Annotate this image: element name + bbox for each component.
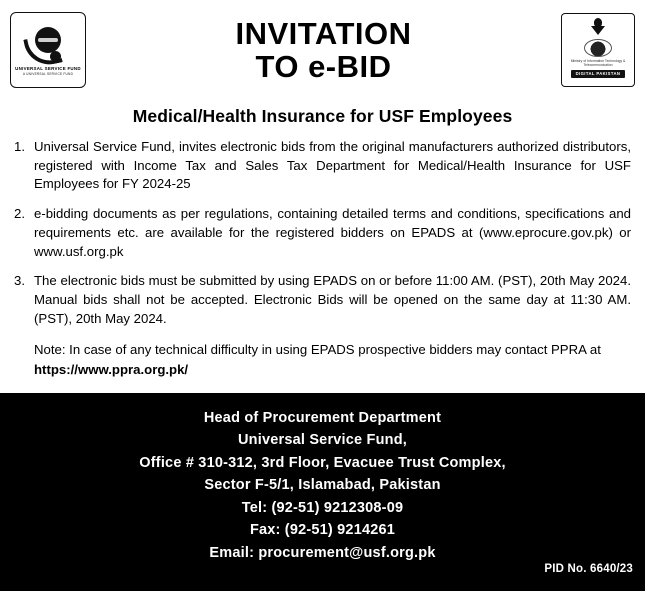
list-item-text: Universal Service Fund, invites electronic bids from the original manufacturers authorized distributors, registered with Income Tax and Sales Tax Department for Medical/Health Insurance for USF Employees for FY 2024-25 — [34, 139, 631, 192]
ministry-emblem-icon — [581, 37, 615, 57]
footer-phone: Tel: (92-51) 9212308-09 — [241, 499, 404, 516]
digital-pakistan-badge: DIGITAL PAKISTAN — [571, 70, 626, 78]
page-title-line1: INVITATION — [235, 15, 412, 51]
footer-email[interactable]: Email: procurement@usf.org.pk — [209, 544, 436, 561]
footer-line: Office # 310-312, 3rd Floor, Evacuee Trust Complex, — [139, 454, 506, 471]
list-item-number: 2. — [14, 206, 25, 222]
usf-logo-sublabel: A UNIVERSAL SERVICE FUND — [22, 71, 74, 76]
pid-number: PID No. 6640/23 — [544, 562, 633, 575]
document-header — [0, 0, 645, 96]
list-item — [14, 272, 631, 328]
footer-line: Universal Service Fund, — [238, 432, 407, 449]
technical-note — [34, 340, 631, 379]
government-logo — [561, 13, 635, 87]
ministry-label: Ministry of Information Technology & Telecommunication — [570, 59, 626, 68]
pakistan-government-crest-icon — [590, 18, 606, 36]
subject-heading: Medical/Health Insurance for USF Employees — [132, 106, 513, 126]
page-title — [86, 17, 561, 84]
usf-globe-logo-icon — [26, 24, 70, 66]
list-item-text: The electronic bids must be submitted by using EPADS on or before 11:00 AM. (PST), 20th May 2024. Manual bids shall not be accepted. Electronic Bids will be opened on the same day at 11:30 AM. (PST), 20th May 2024. — [34, 273, 631, 326]
list-item-number: 3. — [14, 273, 25, 289]
list-item-number: 1. — [14, 139, 25, 154]
list-item-text: e-bidding documents as per regulations, containing detailed terms and conditions, specifications and requirements etc. are available for the registered bidders on EPADS at (www.eprocure.gov.pk) or www.usf.org.pk — [34, 206, 631, 259]
document-footer — [0, 393, 645, 583]
technical-note-text: Note: In case of any technical difficulty in using EPADS prospective bidders may contact PPRA at — [34, 341, 601, 357]
page-title-line2: TO e-BID — [255, 49, 392, 84]
notice-list — [14, 138, 631, 329]
footer-line: Head of Procurement Department — [203, 409, 442, 426]
footer-fax: Fax: (92-51) 9214261 — [249, 522, 396, 539]
usf-logo — [10, 12, 86, 88]
document-body — [0, 96, 645, 393]
list-item — [14, 138, 631, 194]
footer-line: Sector F-5/1, Islamabad, Pakistan — [204, 477, 441, 494]
list-item — [14, 205, 631, 261]
ppra-link[interactable]: https://www.ppra.org.pk/ — [34, 361, 189, 377]
usf-logo-label: UNIVERSAL SERVICE FUND — [15, 66, 81, 72]
